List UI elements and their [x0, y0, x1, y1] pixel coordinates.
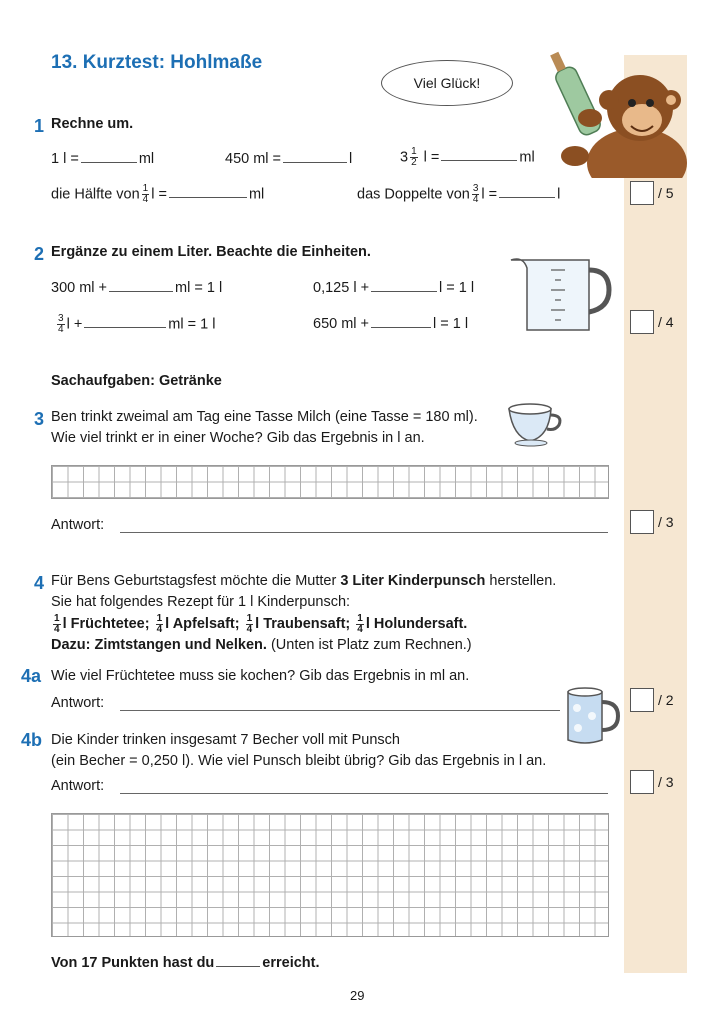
blank-field[interactable] — [84, 315, 166, 328]
task-1-item-d: die Hälfte von $\frac{1}{4}$ l = ml — [51, 183, 265, 205]
calculation-grid[interactable] — [51, 813, 609, 937]
blank-field[interactable] — [169, 185, 247, 198]
blank-field[interactable] — [81, 150, 137, 163]
mug-illustration — [562, 686, 622, 748]
task-2-item-d: 650 ml + l = 1 l — [313, 316, 469, 332]
total-points: Von 17 Punkten hast du erreicht. — [51, 955, 320, 971]
blank-field[interactable] — [499, 185, 555, 198]
score-label: / 4 — [658, 314, 674, 330]
task-2-item-b: 0,125 l + l = 1 l — [313, 280, 475, 296]
task-4b-number: 4b — [21, 730, 43, 750]
task-1-item-b: 450 ml = l — [225, 151, 353, 167]
task-4a-number: 4a — [21, 666, 42, 686]
blank-field[interactable] — [109, 279, 173, 292]
answer-line[interactable] — [120, 710, 560, 711]
page-title: 13. Kurztest: Hohlmaße — [51, 52, 263, 73]
answer-label: Antwort: — [51, 778, 105, 794]
task-3-text: Ben trinkt zweimal am Tag eine Tasse Milch (eine Tasse = 180 ml). Wie viel trinkt er in einer Woche? Gib das Ergebnis in l an. — [51, 409, 478, 446]
section-heading: Sachaufgaben: Getränke — [51, 373, 222, 389]
score-label: / 5 — [658, 185, 674, 201]
blank-field[interactable] — [371, 315, 431, 328]
task-1-item-e: das Doppelte von $\frac{3}{4}$ l = l — [357, 183, 561, 205]
task-4a-text: Wie viel Früchtetee muss sie kochen? Gib das Ergebnis in ml an. — [51, 668, 470, 684]
score-box[interactable] — [630, 770, 654, 794]
answer-label: Antwort: — [51, 695, 105, 711]
answer-line[interactable] — [120, 793, 608, 794]
blank-field[interactable] — [371, 279, 437, 292]
task-4-text: Für Bens Geburtstagsfest möchte die Mutter 3 Liter Kinderpunsch herstellen. Sie hat folgendes Rezept für 1 l Kinderpunsch: $\frac{1}{4}$ l Früchtetee; $\frac{1}{4}$ l Apfelsaft; $\frac{1}{4}$ l Traubensaft; $\frac{1}{4}$ l Holundersaft. Dazu: Zimtstangen und Nelken. (Unten ist Platz zum Rechnen.) — [51, 573, 557, 653]
task-1-item-a: 1 l = ml — [51, 151, 155, 167]
task-1-item-c: 3 $\frac{1}{2}$ l = ml — [400, 146, 535, 168]
monkey-illustration — [545, 38, 690, 178]
blank-field[interactable] — [216, 954, 260, 967]
blank-field[interactable] — [441, 148, 517, 161]
score-label: / 2 — [658, 692, 674, 708]
measuring-jug-illustration — [505, 254, 613, 336]
score-box[interactable] — [630, 688, 654, 712]
calculation-grid[interactable] — [51, 465, 609, 499]
answer-line[interactable] — [120, 532, 608, 533]
task-1-number: 1 — [34, 116, 45, 136]
score-box[interactable] — [630, 310, 654, 334]
task-2-number: 2 — [34, 244, 45, 264]
task-1-heading: Rechne um. — [51, 116, 134, 132]
score-box[interactable] — [630, 510, 654, 534]
task-2-item-c: $\frac{3}{4}$ l + ml = 1 l — [58, 313, 216, 335]
task-3-number: 3 — [34, 409, 45, 429]
score-box[interactable] — [630, 181, 654, 205]
task-2-item-a: 300 ml + ml = 1 l — [51, 280, 223, 296]
cup-illustration — [505, 401, 567, 447]
speech-bubble-text: Viel Glück! — [413, 75, 481, 91]
task-4b-text: Die Kinder trinken insgesamt 7 Becher voll mit Punsch (ein Becher = 0,250 l). Wie viel Punsch bleibt übrig? Gib das Ergebnis in l an. — [51, 732, 547, 769]
task-2-heading: Ergänze zu einem Liter. Beachte die Einheiten. — [51, 244, 371, 260]
speech-bubble — [381, 60, 513, 106]
score-label: / 3 — [658, 514, 674, 530]
page-number: 29 — [350, 988, 365, 1003]
score-label: / 3 — [658, 774, 674, 790]
answer-label: Antwort: — [51, 517, 105, 533]
task-4-number: 4 — [34, 573, 45, 593]
blank-field[interactable] — [283, 150, 347, 163]
